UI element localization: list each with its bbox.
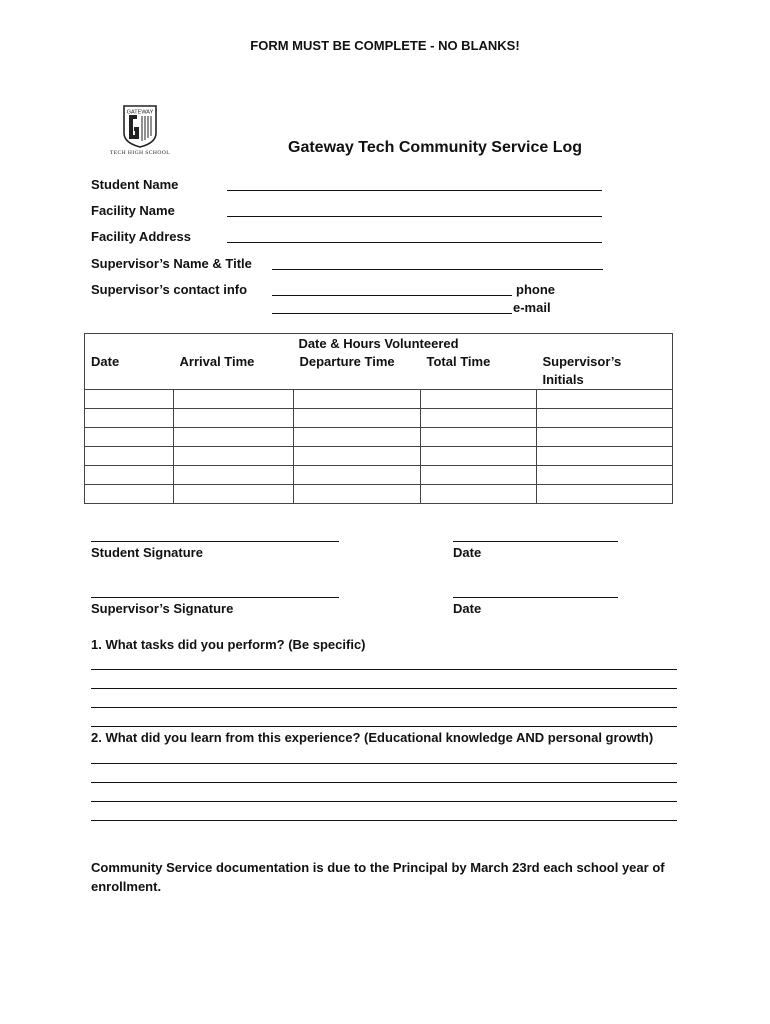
table-row bbox=[85, 428, 673, 447]
student-date-field[interactable] bbox=[453, 541, 618, 542]
hours-table bbox=[84, 333, 673, 504]
date-cell[interactable] bbox=[85, 466, 174, 485]
table-row bbox=[85, 390, 673, 409]
supervisor-date-field[interactable] bbox=[453, 597, 618, 598]
column-header-arrival-time: Arrival Time bbox=[174, 353, 294, 390]
departure-time-cell[interactable] bbox=[294, 409, 421, 428]
supervisor-contact-label: Supervisor’s contact info bbox=[91, 282, 248, 297]
answer-2-line[interactable] bbox=[91, 782, 677, 783]
total-time-cell[interactable] bbox=[421, 466, 537, 485]
student-date-label: Date bbox=[453, 545, 482, 560]
initials-cell[interactable] bbox=[537, 466, 673, 485]
table-group-header: Date & Hours Volunteered bbox=[85, 334, 673, 354]
supervisor-email-field[interactable] bbox=[272, 313, 512, 314]
gateway-logo-icon bbox=[100, 103, 180, 158]
departure-time-cell[interactable] bbox=[294, 428, 421, 447]
facility-address-label: Facility Address bbox=[91, 229, 191, 244]
arrival-time-cell[interactable] bbox=[174, 409, 294, 428]
date-cell[interactable] bbox=[85, 485, 174, 504]
date-cell[interactable] bbox=[85, 428, 174, 447]
initials-cell[interactable] bbox=[537, 485, 673, 504]
answer-2-line[interactable] bbox=[91, 763, 677, 764]
logo-top-text: GATEWAY bbox=[126, 109, 154, 116]
column-header-date: Date bbox=[85, 353, 174, 390]
departure-time-cell[interactable] bbox=[294, 485, 421, 504]
table-row bbox=[85, 447, 673, 466]
student-signature-field[interactable] bbox=[91, 541, 339, 542]
table-row bbox=[85, 409, 673, 428]
form-banner: FORM MUST BE COMPLETE - NO BLANKS! bbox=[250, 38, 520, 53]
supervisor-signature-field[interactable] bbox=[91, 597, 339, 598]
student-name-field[interactable] bbox=[227, 190, 602, 191]
answer-2-line[interactable] bbox=[91, 801, 677, 802]
table-group-header-row bbox=[85, 334, 673, 354]
answer-1-line[interactable] bbox=[91, 707, 677, 708]
departure-time-cell[interactable] bbox=[294, 390, 421, 409]
answer-1-line[interactable] bbox=[91, 688, 677, 689]
total-time-cell[interactable] bbox=[421, 409, 537, 428]
arrival-time-cell[interactable] bbox=[174, 485, 294, 504]
phone-label: phone bbox=[516, 282, 555, 297]
supervisor-name-title-label: Supervisor’s Name & Title bbox=[91, 256, 252, 271]
footer-note: Community Service documentation is due to the Principal by March 23rd each school year of enrollment. bbox=[91, 860, 665, 894]
page-title: Gateway Tech Community Service Log bbox=[288, 139, 583, 156]
arrival-time-cell[interactable] bbox=[174, 390, 294, 409]
total-time-cell[interactable] bbox=[421, 485, 537, 504]
supervisor-name-title-field[interactable] bbox=[272, 269, 603, 270]
table-row bbox=[85, 466, 673, 485]
initials-cell[interactable] bbox=[537, 428, 673, 447]
student-name-label: Student Name bbox=[91, 177, 179, 192]
facility-name-label: Facility Name bbox=[91, 203, 175, 218]
supervisor-signature-label: Supervisor’s Signature bbox=[91, 601, 234, 616]
initials-cell[interactable] bbox=[537, 409, 673, 428]
question-2: 2. What did you learn from this experience? (Educational knowledge AND personal growth) bbox=[91, 730, 654, 745]
column-header-departure-time: Departure Time bbox=[294, 353, 421, 390]
email-label: e-mail bbox=[513, 300, 551, 315]
date-cell[interactable] bbox=[85, 390, 174, 409]
supervisor-phone-field[interactable] bbox=[272, 295, 512, 296]
facility-name-field[interactable] bbox=[227, 216, 602, 217]
total-time-cell[interactable] bbox=[421, 390, 537, 409]
initials-cell[interactable] bbox=[537, 390, 673, 409]
answer-1-line[interactable] bbox=[91, 726, 677, 727]
arrival-time-cell[interactable] bbox=[174, 447, 294, 466]
student-signature-label: Student Signature bbox=[91, 545, 203, 560]
column-header-supervisor-initials: Supervisor’s Initials bbox=[537, 353, 673, 390]
departure-time-cell[interactable] bbox=[294, 466, 421, 485]
arrival-time-cell[interactable] bbox=[174, 466, 294, 485]
answer-1-line[interactable] bbox=[91, 669, 677, 670]
total-time-cell[interactable] bbox=[421, 447, 537, 466]
logo-bottom-text: TECH HIGH SCHOOL bbox=[109, 150, 171, 156]
departure-time-cell[interactable] bbox=[294, 447, 421, 466]
total-time-cell[interactable] bbox=[421, 428, 537, 447]
table-row bbox=[85, 485, 673, 504]
arrival-time-cell[interactable] bbox=[174, 428, 294, 447]
date-cell[interactable] bbox=[85, 447, 174, 466]
school-logo bbox=[100, 103, 180, 158]
date-cell[interactable] bbox=[85, 409, 174, 428]
column-header-total-time: Total Time bbox=[421, 353, 537, 390]
question-1: 1. What tasks did you perform? (Be specific) bbox=[91, 637, 366, 652]
answer-2-line[interactable] bbox=[91, 820, 677, 821]
initials-cell[interactable] bbox=[537, 447, 673, 466]
table-header-row bbox=[85, 353, 673, 390]
facility-address-field[interactable] bbox=[227, 242, 602, 243]
supervisor-date-label: Date bbox=[453, 601, 482, 616]
